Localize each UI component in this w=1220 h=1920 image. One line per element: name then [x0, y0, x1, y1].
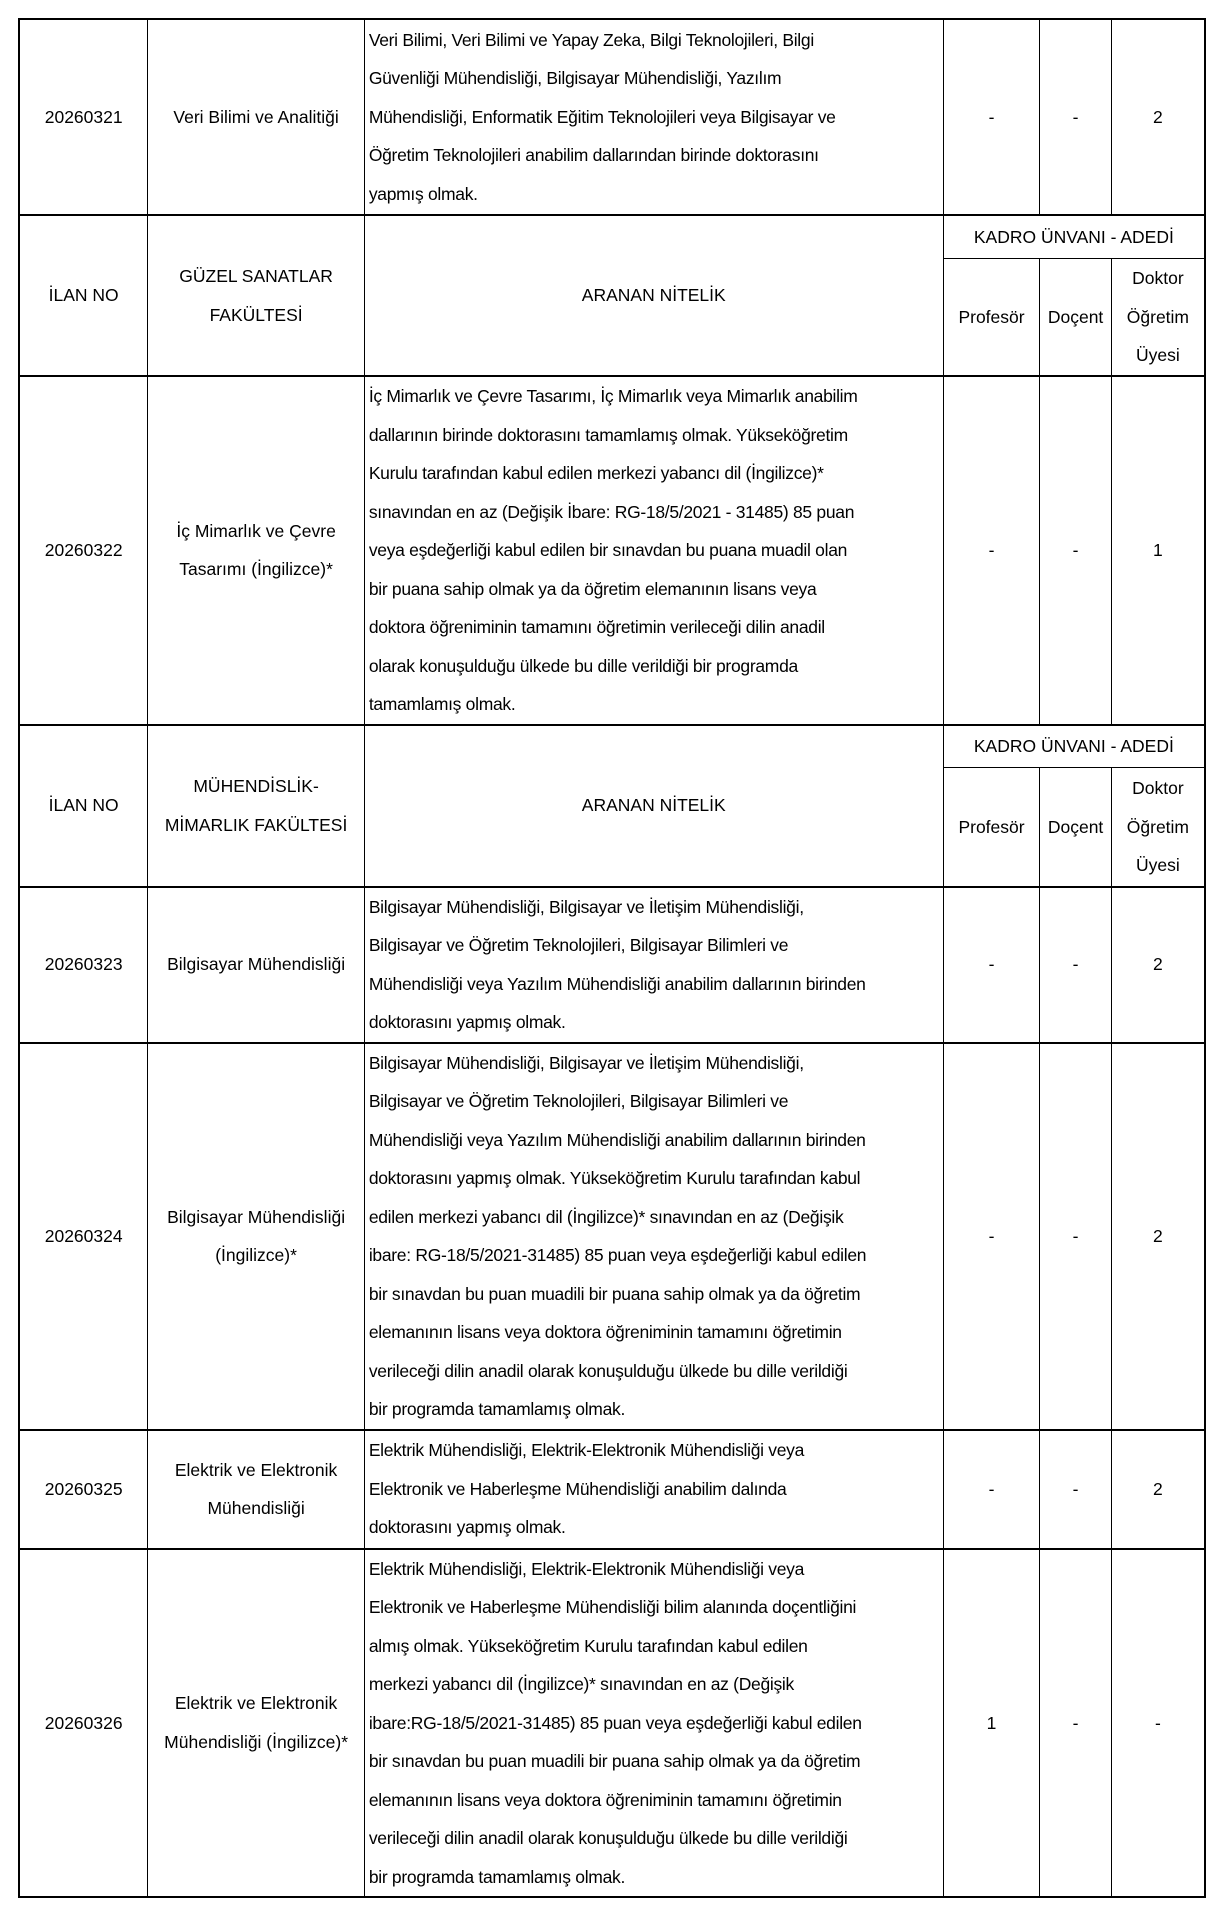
profesor-count: -	[943, 19, 1040, 215]
nitelik-header: ARANAN NİTELİK	[364, 215, 943, 376]
profesor-count: -	[943, 1430, 1040, 1549]
table-row	[19, 1549, 1205, 1898]
kadro-header: KADRO ÜNVANI - ADEDİ	[943, 725, 1205, 768]
table-row	[19, 376, 1205, 725]
ilan-no: 20260321	[19, 19, 148, 215]
faculty-header: MÜHENDİSLİK- MİMARLIK FAKÜLTESİ	[148, 725, 364, 887]
dou-count: 2	[1111, 19, 1205, 215]
qualification: İç Mimarlık ve Çevre Tasarımı, İç Mimarlık veya Mimarlık anabilim dallarının birinde doktorasını tamamlamış olmak. Yükseköğretim Kurulu tarafından kabul edilen merkezi yabancı dil (İngilizce)* sınavından en az (Değişik İbare: RG-18/5/2021 - 31485) 85 puan veya eşdeğerliği kabul edilen bir sınavdan bu puana muadil olan bir puana sahip olmak ya da öğretim elemanının lisans veya doktora öğreniminin tamamını öğretimin verileceği dilin anadil olarak konuşulduğu ülkede bu dille verildiği bir programda tamamlamış olmak.	[364, 376, 943, 725]
table-row	[19, 19, 1205, 215]
qualification: Elektrik Mühendisliği, Elektrik-Elektronik Mühendisliği veya Elektronik ve Haberleşme Mühendisliği anabilim dalında doktorasını yapmış olmak.	[364, 1430, 943, 1549]
ilan-no-header: İLAN NO	[19, 725, 148, 887]
docent-count: -	[1040, 1430, 1111, 1549]
ilan-no: 20260325	[19, 1430, 148, 1549]
department: Bilgisayar Mühendisliği	[148, 887, 364, 1043]
profesor-count: -	[943, 887, 1040, 1043]
dou-count: 2	[1111, 1043, 1205, 1430]
section-header	[19, 725, 1205, 768]
ilan-no: 20260322	[19, 376, 148, 725]
profesor-count: -	[943, 376, 1040, 725]
qualification: Veri Bilimi, Veri Bilimi ve Yapay Zeka, Bilgi Teknolojileri, Bilgi Güvenliği Mühendisliği, Bilgisayar Mühendisliği, Yazılım Mühendisliği, Enformatik Eğitim Teknolojileri veya Bilgisayar ve Öğretim Teknolojileri anabilim dallarından birinde doktorasını yapmış olmak.	[364, 19, 943, 215]
ilan-no: 20260324	[19, 1043, 148, 1430]
ilan-no-header: İLAN NO	[19, 215, 148, 376]
ilan-no: 20260326	[19, 1549, 148, 1898]
docent-count: -	[1040, 1043, 1111, 1430]
qualification: Bilgisayar Mühendisliği, Bilgisayar ve İletişim Mühendisliği, Bilgisayar ve Öğretim Teknolojileri, Bilgisayar Bilimleri ve Mühendisliği veya Yazılım Mühendisliği anabilim dallarının birinden doktorasını yapmış olmak.	[364, 887, 943, 1043]
section-header	[19, 215, 1205, 258]
qualification: Elektrik Mühendisliği, Elektrik-Elektronik Mühendisliği veya Elektronik ve Haberleşme Mühendisliği bilim alanında doçentliğini almış olmak. Yükseköğretim Kurulu tarafından kabul edilen merkezi yabancı dil (İngilizce)* sınavından en az (Değişik ibare:RG-18/5/2021-31485) 85 puan veya eşdeğerliği kabul edilen bir sınavdan bu puan muadili bir puana sahip olmak ya da öğretim elemanının lisans veya doktora öğreniminin tamamını öğretimin verileceği dilin anadil olarak konuşulduğu ülkede bu dille verildiği bir programda tamamlamış olmak.	[364, 1549, 943, 1898]
profesor-header: Profesör	[943, 258, 1040, 376]
docent-header: Doçent	[1040, 258, 1111, 376]
department: Elektrik ve Elektronik Mühendisliği	[148, 1430, 364, 1549]
docent-header: Doçent	[1040, 768, 1111, 887]
nitelik-header: ARANAN NİTELİK	[364, 725, 943, 887]
dou-count: -	[1111, 1549, 1205, 1898]
table-row	[19, 1430, 1205, 1549]
department: Veri Bilimi ve Analitiği	[148, 19, 364, 215]
profesor-count: -	[943, 1043, 1040, 1430]
dou-header: Doktor Öğretim Üyesi	[1111, 258, 1205, 376]
qualification: Bilgisayar Mühendisliği, Bilgisayar ve İletişim Mühendisliği, Bilgisayar ve Öğretim Teknolojileri, Bilgisayar Bilimleri ve Mühendisliği veya Yazılım Mühendisliği anabilim dallarının birinden doktorasını yapmış olmak. Yükseköğretim Kurulu tarafından kabul edilen merkezi yabancı dil (İngilizce)* sınavından en az (Değişik ibare: RG-18/5/2021-31485) 85 puan veya eşdeğerliği kabul edilen bir sınavdan bu puan muadili bir puana sahip olmak ya da öğretim elemanının lisans veya doktora öğreniminin tamamını öğretimin verileceği dilin anadil olarak konuşulduğu ülkede bu dille verildiği bir programda tamamlamış olmak.	[364, 1043, 943, 1430]
dou-count: 1	[1111, 376, 1205, 725]
docent-count: -	[1040, 376, 1111, 725]
docent-count: -	[1040, 19, 1111, 215]
department: İç Mimarlık ve Çevre Tasarımı (İngilizce)*	[148, 376, 364, 725]
dou-count: 2	[1111, 1430, 1205, 1549]
profesor-count: 1	[943, 1549, 1040, 1898]
docent-count: -	[1040, 887, 1111, 1043]
dou-header: Doktor Öğretim Üyesi	[1111, 768, 1205, 887]
docent-count: -	[1040, 1549, 1111, 1898]
position-table	[18, 18, 1206, 1898]
faculty-header: GÜZEL SANATLAR FAKÜLTESİ	[148, 215, 364, 376]
profesor-header: Profesör	[943, 768, 1040, 887]
table-row	[19, 887, 1205, 1043]
table-row	[19, 1043, 1205, 1430]
ilan-no: 20260323	[19, 887, 148, 1043]
dou-count: 2	[1111, 887, 1205, 1043]
kadro-header: KADRO ÜNVANI - ADEDİ	[943, 215, 1205, 258]
department: Bilgisayar Mühendisliği (İngilizce)*	[148, 1043, 364, 1430]
department: Elektrik ve Elektronik Mühendisliği (İngilizce)*	[148, 1549, 364, 1898]
